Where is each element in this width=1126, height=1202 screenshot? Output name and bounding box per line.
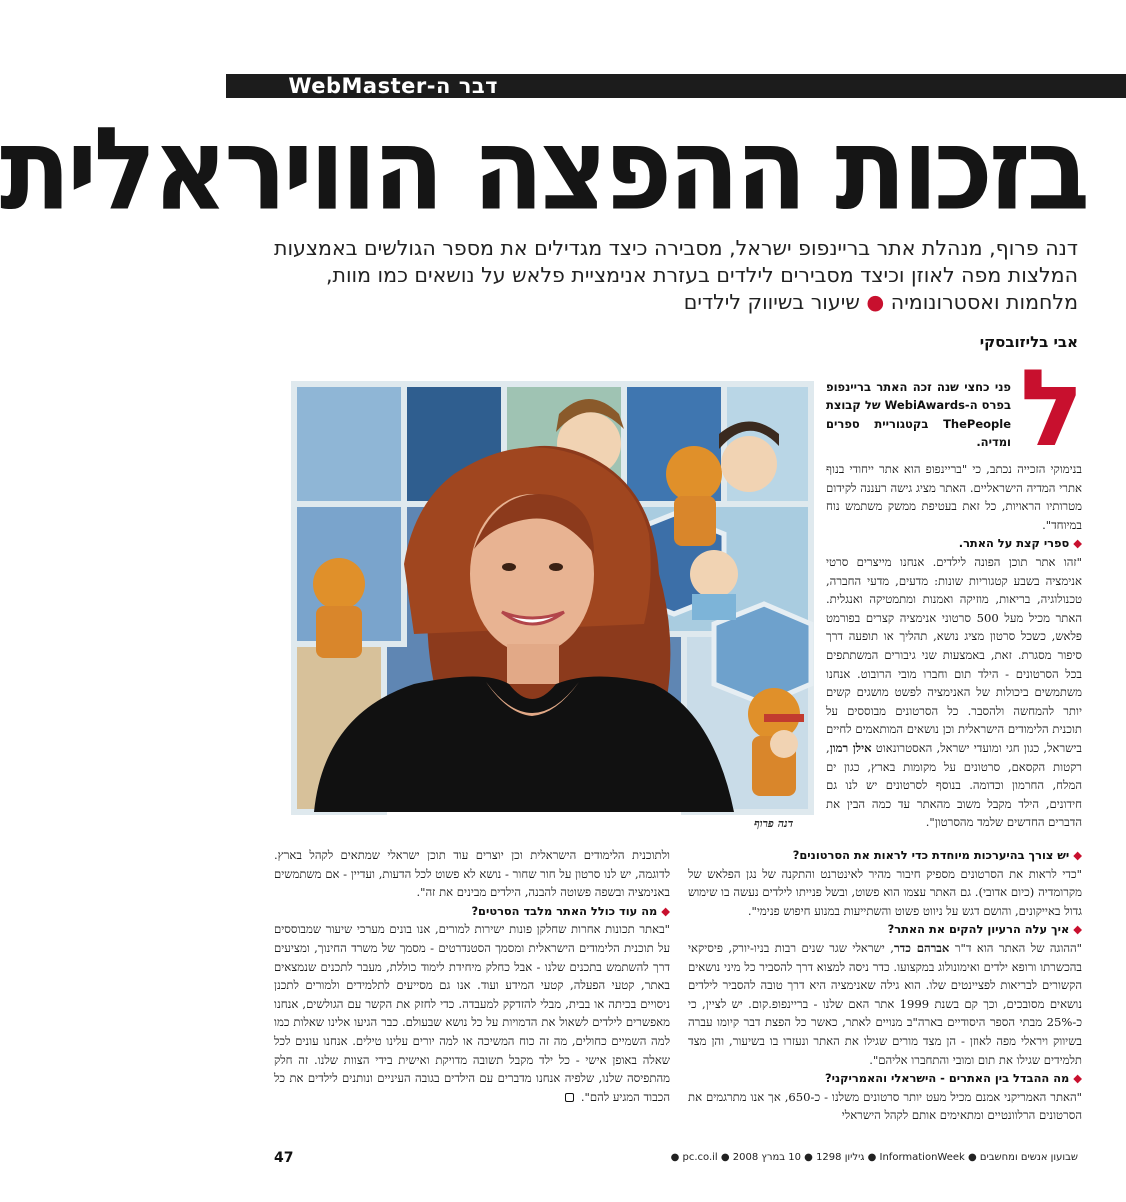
- question-text: מה עוד כולל האתר מלבד הסרטים?: [471, 903, 658, 918]
- diamond-icon: ◆: [1073, 536, 1082, 551]
- subhead-tail: שיעור בשיווק לילדים: [683, 290, 860, 314]
- diamond-icon: ◆: [1073, 848, 1082, 862]
- column-bottom-left: [274, 846, 670, 1106]
- question-heading: [826, 534, 1082, 553]
- person-name: אברהם כדר: [893, 940, 950, 955]
- paragraph: [274, 920, 670, 1106]
- subhead-bullet: ●: [866, 290, 885, 314]
- question-text: יש צורך בהיערכות מיוחדת כדי לראות את הסרטונים?: [792, 848, 1070, 862]
- person-name: אילן רמון: [829, 740, 872, 755]
- paragraph: בנימוקי הזכייה נכתב, כי "בריינפופ הוא אתר ייחודי בנוף אתרי המדיה הישראליים. האתר מציג גישה רעננה לקידום מטרותיו הראויות, כל זאת בעטיפת ממשק משתמש נוח במיוחד".: [826, 462, 1082, 532]
- paragraph: "כדי לראות את הסרטונים מספיק חיבור מהיר לאינטרנט והתקנה של נגן הפלאש של מקרומדיה (כיום אדובי). גם האתר עצמו הוא פשוט, ובשל פנייתו לילדים נעשה בו שימוש גדול באייקונים, והושם דגש על ניווט פשוט והשתייעות במנוע חיפוש פנימי".: [688, 866, 1082, 918]
- question-heading: [688, 846, 1082, 865]
- photo-caption: דנה פרוף: [754, 817, 794, 830]
- portrait-illustration: [294, 384, 811, 812]
- byline: אבי בליזובסקי: [979, 333, 1078, 351]
- end-mark-icon: [565, 1093, 574, 1102]
- diamond-icon: ◆: [1073, 922, 1082, 937]
- paragraph: ולתוכנית הלימודים הישראלית וכן יוצרים עוד תוכן ישראלי שמתאים לקהל בארץ. לדוגמה, יש לנו סרטון על חור שחור - נושא לא פשוט לכל הדעות, ועדיין - אם משתמשים באנימציה ובשפה פשוטה להבנה, הילדים מבינים את זה".: [274, 848, 670, 900]
- paragraph-text: , ישראלי שגר שנים רבות בניו-יורק, פיסיקאי בהכשרתו ורופא ילדים ואימונולוג במקצועו. כדר ניסה למצוא דרך להסביר כל מיני נושאים הקשורים לבריאות לפציינטים שלו. הוא גילה שאנימציה היא דרך טובה להסביר לילדים נושאים מסובכים, וכך קם בשנת 1999 אתר האם שלנו - בריינפופ.קום. יש לציין, כי כ-25% מבתי הספר היסודיים בארה"ב מנויים לאתר, כאשר כל הפצת דבר קיומו עברה בשיווק ויראלי מפה לאוזן - הן מצד מורים שגילו את האתר ונעזרו בו בשיעור, והן מצד תלמידים שגילו את תום ומובי והתחברו אליהם".: [688, 940, 1082, 1067]
- paragraph: [826, 553, 1082, 832]
- paragraph: [688, 939, 1082, 1069]
- subhead-text: דנה פרוף, מנהלת אתר בריינפופ ישראל, מסבירה כיצד מגדילים את מספר הגולשים באמצעות המלצות מפה לאוזן וכיצד מסבירים לילדים בעזרת אנימציית פלאש על נושאים כמו מוות, מלחמות ואסטרונומיה: [273, 236, 1078, 314]
- question-text: מה ההבדל בין האתרים - הישראלי והאמריקני?: [825, 1071, 1070, 1086]
- intro-paragraph: פני כחצי שנה זכה האתר בריינפופ בפרס ה-WebiAwards של קבוצת ThePeople בקטגוריית ספרים ומדיה.: [826, 380, 1011, 450]
- page-footer: שבועון אנשים ומחשבים ● InformationWeek ● גיליון 1298 ● 10 במרץ 2008 ● pc.co.il ●: [670, 1152, 1078, 1163]
- page-number: 47: [274, 1150, 294, 1166]
- column-right: [826, 460, 1082, 832]
- paragraph: "האתר האמריקני אמנם מכיל מעט יותר סרטונים משלנו - כ-650, אך אנו מתרגמים את הסרטונים הרלוונטיים ומתאימים אותם לקהל הישראלי: [688, 1089, 1082, 1123]
- portrait-photo: [294, 384, 811, 812]
- column-bottom-right: [688, 846, 1082, 1125]
- question-text: ספרי קצת על האתר.: [958, 536, 1070, 551]
- question-text: איך עלה הרעיון להקים את האתר?: [887, 922, 1070, 937]
- paragraph-text: , רקטות הקסאם, סרטונים על מקומות בארץ, כגון ים המלח, החרמון וכדומה. בנוסף לסרטונים יש לנו גם חידונים, הילד מקבל משוב מהאתר עד כמה הבין את הדברים החדשים שלמד מהסרטון".: [826, 740, 1082, 830]
- headline: בזכות ההפצה הוויראלית: [0, 102, 1086, 237]
- paragraph-text: "זהו אתר תוכן הפונה לילדים. אנחנו מייצרים סרטי אנימציה בשבע קטגוריות שונות: מדעים, מדעי החברה, טכנולוגיה, בריאות, מוזיקה ואמנות ומתמטיקה ואנגלית. האתר מכיל מעל 500 סרטוני אנימציה קצרים בפורמט פלאש, כשכל סרטון מציג נושא, תהליך או תופעה דרך סיפור מסגרת. זאת, באמצעות שני גיבורים המשתתפים בכל הסרטונים - הילד תום וחברו מובי הרובוט. אנחנו משתמשים ביכולות של האנימציה לפשט מושגים קשים יותר להמחשה ולהסבר. כל הסרטונים מבוססים על תוכנית הלימודים הישראלית וכן נושאים המותאמים לחיים בישראל, כגון חגי ומועדי ישראל, האסטרונאוט: [826, 554, 1082, 755]
- drop-cap: ל: [1019, 347, 1085, 470]
- subhead: [274, 235, 1078, 316]
- diamond-icon: ◆: [661, 903, 670, 918]
- paragraph-text: "ההוגה של האתר הוא ד"ר: [954, 940, 1083, 955]
- question-heading: [274, 902, 670, 921]
- diamond-icon: ◆: [1073, 1071, 1082, 1086]
- paragraph-text: "באתר תכונות אחרות שחלקן פונות ישירות למורים, אנו בונים מערכי שיעור שמבוססים על תוכנית הלימודים הישראלית ומסמך הסטנדרטים - מסמך של משרד החינוך, ומציעים דרך להשתמש בתכנים שלנו - אבל כחלק מיחידת לימוד כוללת, מעבר לתכנים שנמצאים באתר, קטעי הפעלה, קטעי המידע ועוד. אנו גם מסייעים לתלמידים ולמורים לתכנן ניסויים בכיתה או בבית, מבלי להזדקק למעבדה. כדי לחזק את הקשר עם הגולשים, אנחנו מאפשרים לילדים לשאול את הדמויות על כל נושא שבעולם. כבר הגיעו אלינו שאלות כמו למה השמיים כחולים, מה זה כוח המשיכה או למה יורים עלינו טילים. אנחנו עונים לכל שאלה באופן אישי - כל ילד מקבל תשובה מדויקת ואישית בידי הצוות שלנו. זה חלק מהתפיסה שלנו, שלפיה אנחנו מדברים עם הילדים בגובה העיניים ונותנים לילדים את כל הכבוד המגיע להם".: [274, 922, 670, 1104]
- section-label: דבר ה-WebMaster: [288, 74, 498, 98]
- question-heading: [688, 920, 1082, 939]
- question-heading: [688, 1069, 1082, 1088]
